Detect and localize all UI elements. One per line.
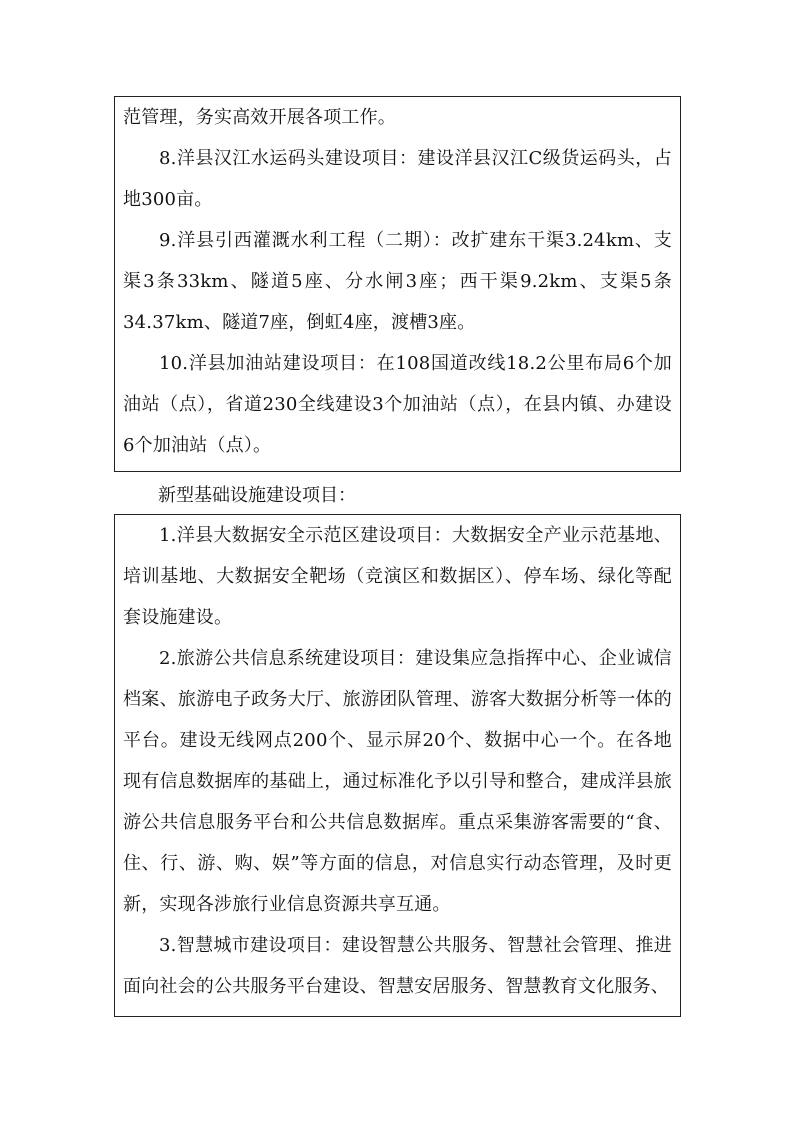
paragraph-item-2: 2.旅游公共信息系统建设项目：建设集应急指挥中心、企业诚信档案、旅游电子政务大厅、旅游团队管理、游客大数据分析等一体的平台。建设无线网点200个、显示屏20个、数据中心一个。在各地现有信息数据库的基础上，通过标准化予以引导和整合，建成洋县旅游公共信息服务平台和公共信息数据库。重点采集游客需要的“食、住、行、游、购、娱”等方面的信息，对信息实行动态管理，及时更新，实现各涉旅行业信息资源共享互通。 <box>123 648 672 915</box>
paragraph-item-10: 10.洋县加油站建设项目：在108国道改线18.2公里布局6个加油站（点），省道230全线建设3个加油站（点），在县内镇、办建设6个加油站（点）。 <box>123 353 672 456</box>
project-list-box-1 <box>114 96 681 472</box>
section-heading: 新型基础设施建设项目： <box>158 485 356 506</box>
paragraph-item-3: 3.智慧城市建设项目：建设智慧公共服务、智慧社会管理、推进面向社会的公共服务平台建设、智慧安居服务、智慧教育文化服务、 <box>123 935 672 997</box>
project-list-box-2 <box>114 514 681 1017</box>
paragraph-continuation: 范管理，务实高效开展各项工作。 <box>123 107 396 128</box>
paragraph-item-8: 8.洋县汉江水运码头建设项目：建设洋县汉江C级货运码头，占地300亩。 <box>123 148 672 210</box>
paragraph-item-9: 9.洋县引西灌溉水利工程（二期）：改扩建东干渠3.24km、支渠3条33km、隧道5座、分水闸3座；西干渠9.2km、支渠5条34.37km、隧道7座，倒虹4座，渡槽3座。 <box>123 230 672 333</box>
paragraph-item-1: 1.洋县大数据安全示范区建设项目：大数据安全产业示范基地、培训基地、大数据安全靶场（竞演区和数据区）、停车场、绿化等配套设施建设。 <box>123 525 672 628</box>
